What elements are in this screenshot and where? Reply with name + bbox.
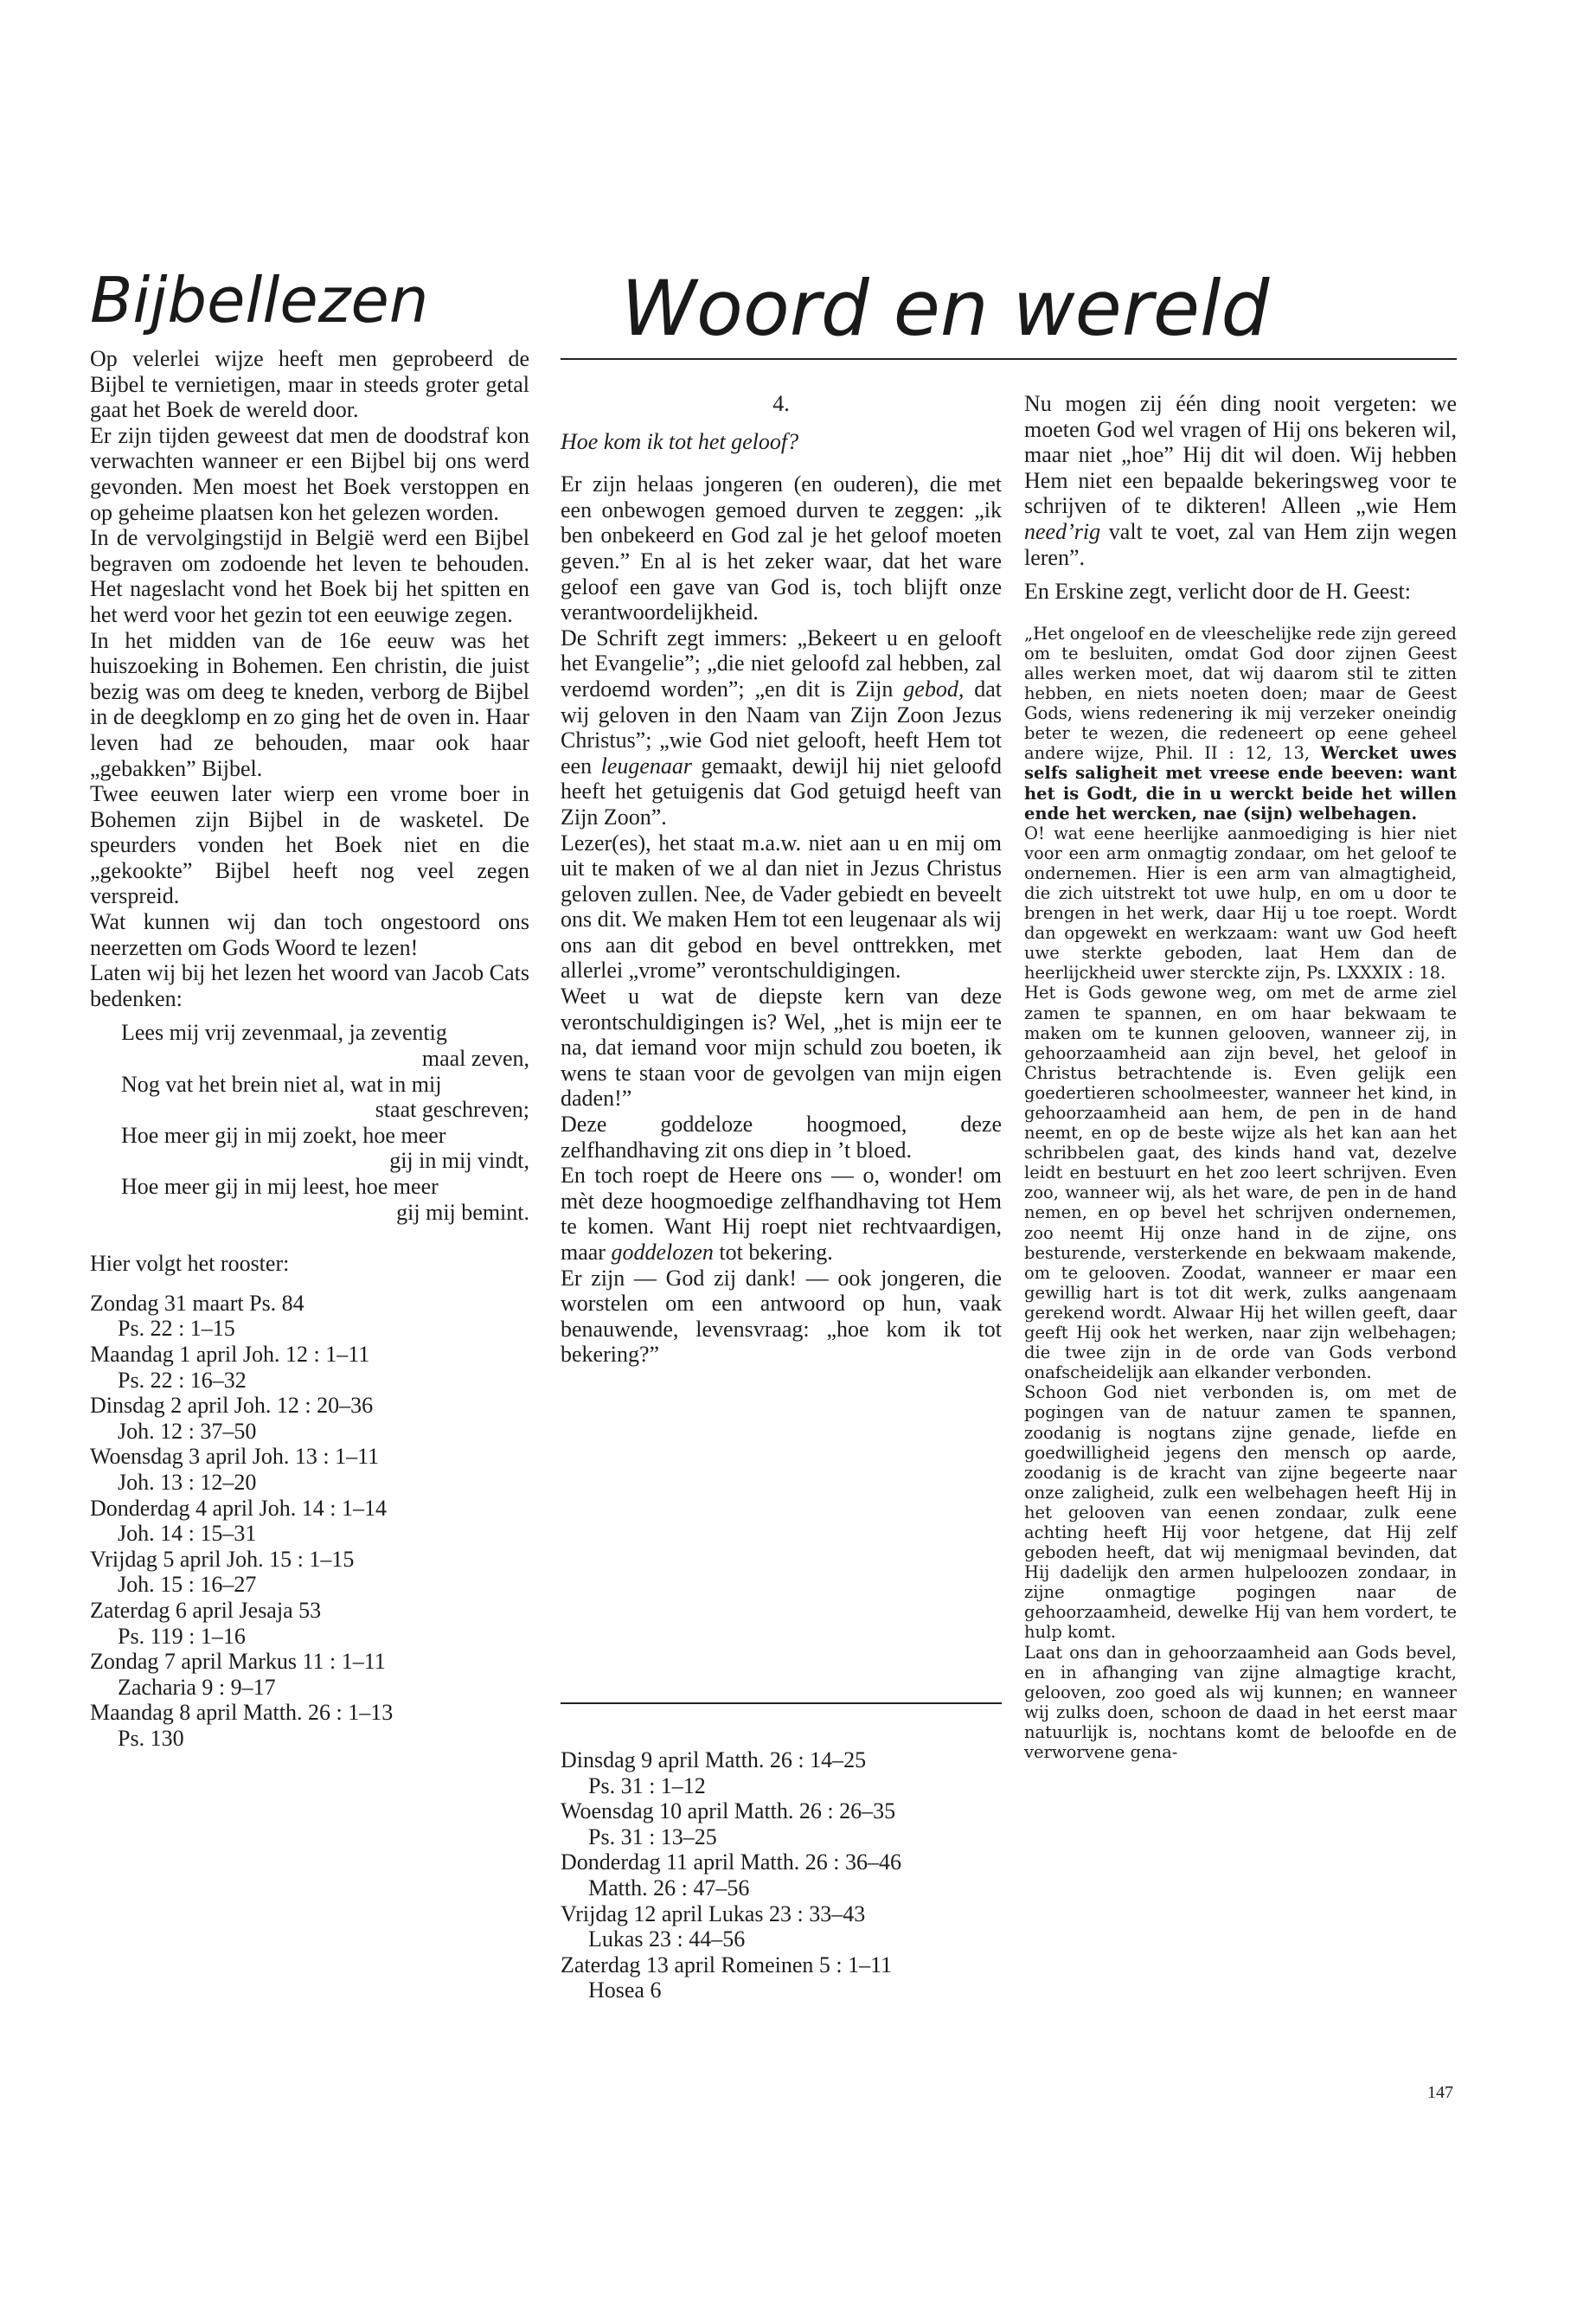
rooster-reading: Matth. 26 : 47–56 [588,1875,750,1900]
quote-paragraph: „Het ongeloof en de vleeschelijke rede zijn gereed om te besluiten, omdat God door zijnen Geest alles werken moet, dat wij daarom stil te zitten hebben, en niets noeten doen; maar de Geest Gods, wiens redenering ik mij verzeker oneindig beter te wezen, die redeneert op eene geheel andere wijze, Phil. II : 12, 13, Wercket uwes selfs saligheit met vreese ende beeven: want het is Godt, die in u werckt beide het willen ende het wercken, nae (sijn) welbehagen. [1024,623,1457,824]
paragraph: Er zijn helaas jongeren (en ouderen), die met een onbewogen gemoed durven te zeggen: „ik ben onbekeerd en God zal je het geloof moeten geven.” En al is het zeker waar, dat het ware geloof een gave van God is, toch blijft onze verantwoordelijkheid. [561,471,1002,625]
rooster-reading: Ps. 130 [118,1725,184,1751]
quote-paragraph: Laat ons dan in gehoorzaamheid aan Gods bevel, en in afhanging van zijne almagtige kracht, gelooven, zoo goed als wij kunnen; en wanneer wij zulks doen, schoon de daad in het eerst maar natuurlijk is, nochtans komt de beloofde en de verworvene gena- [1024,1642,1457,1762]
title-woord-en-wereld: Woord en wereld [621,264,1270,353]
column-bijbellezen [90,346,529,1751]
column-woord-en-wereld-1 [561,391,1002,1368]
title-rule [561,358,1457,360]
paragraph: En Erskine zegt, verlicht door de H. Geest: [1024,579,1411,605]
rooster-reading: Joh. 12 : 37–50 [118,1418,257,1444]
article-number: 4. [772,391,790,416]
quote-paragraph: O! wat eene heerlijke aanmoediging is hier niet voor een arm onmagtig zondaar, om het geloof te ondernemen. Hier is een arm van almagtigheid, die zich uitstrekt tot uwe hulp, en om u door te brengen in het werk, daar Hij u toe roept. Wordt dan opgewekt en werkzaam: want uw God heeft uwe sterkte geboden, laat Hem dan de heerlijckheid uwer sterckte zijn, Ps. LXXXIX : 18. [1024,823,1457,984]
quote-paragraph: Schoon God niet verbonden is, om met de pogingen van de natuur zamen te spannen, zoodanig is nogtans zijne genade, liefde en goedwilligheid jegens den mensch op aarde, zoodanig is de kracht van zijne begeerte naar onze zaligheid, zulk een welbehagen heeft Hij in het gelooven van eenen zondaar, zulk eene achting heeft Hij voor hetgene, dat Hij zelf geboden heeft, dat wij menigmaal bevinden, dat Hij dadelijk den armen hulpeloozen zondaar, in zijne onmagtige pogingen naar de gehoorzaamheid, dewelke Hij van hem vordert, te hulp komt. [1024,1382,1457,1643]
rooster-intro: Hier volgt het rooster: [90,1251,290,1277]
rooster-list-1 [90,1291,529,1752]
rooster-day: Dinsdag 2 april Joh. 12 : 20–36 [90,1393,374,1419]
paragraph: Twee eeuwen later wierp een vrome boer in Bohemen zijn Bijbel in de wasketel. De speurders vonden het Boek niet en die „gekookte” Bijbel heeft nog veel zegen verspreid. [90,781,529,909]
cats-poem [121,1020,529,1225]
rooster-day: Vrijdag 5 april Joh. 15 : 1–15 [90,1546,355,1572]
rooster-day: Zondag 31 maart Ps. 84 [90,1290,304,1316]
rooster-day: Donderdag 11 april Matth. 26 : 36–46 [561,1849,902,1875]
paragraph: Er zijn — God zij dank! — ook jongeren, die worstelen om een antwoord op hun, vaak benauwende, levensvraag: „hoe kom ik tot bekering?” [561,1265,1002,1368]
rooster-reading: Joh. 15 : 16–27 [118,1572,257,1598]
rooster-reading: Ps. 31 : 13–25 [588,1823,717,1849]
poem-verse [121,1020,529,1071]
column-woord-en-wereld-2 [1024,391,1457,1762]
rooster-day: Maandag 1 april Joh. 12 : 1–11 [90,1341,370,1367]
paragraph: Lezer(es), het staat m.a.w. niet aan u en mij om uit te maken of we al dan niet in Jezus Christus geloven zullen. Nee, de Vader gebiedt en beveelt ons dit. We maken Hem tot een leugenaar als wij ons aan dit gebod en bevel onttrekken, met allerlei „vrome” verontschuldigingen. [561,830,1002,984]
rooster-reading: Joh. 13 : 12–20 [118,1469,257,1495]
poem-line-continued: staat geschreven; [375,1097,529,1123]
rooster-day: Woensdag 10 april Matth. 26 : 26–35 [561,1798,896,1824]
paragraph: In het midden van de 16e eeuw was het huiszoeking in Bohemen. Een christin, die juist bezig was om deeg te kneden, verborg de Bijbel in de deegklomp en zo ging het de oven in. Haar leven had ze behouden, maar ook haar „gebakken” Bijbel. [90,627,529,781]
rooster-reading: Joh. 14 : 15–31 [118,1521,257,1547]
section-rule [561,1702,1002,1704]
rooster-reading: Ps. 119 : 1–16 [118,1623,246,1649]
erskine-quote [1024,624,1457,1762]
rooster-reading: Ps. 22 : 16–32 [118,1367,247,1393]
rooster-reading: Hosea 6 [588,1977,662,2003]
rooster-day: Vrijdag 12 april Lukas 23 : 33–43 [561,1900,866,1926]
paragraph: Weet u wat de diepste kern van deze verontschuldigingen is? Wel, „het is mijn eer te na, dat iemand voor mijn schuld zou boeten, ik wens te staan voor de gevolgen van mijn eigen daden!” [561,984,1002,1112]
rooster-reading: Lukas 23 : 44–56 [588,1926,746,1952]
poem-line: Nog vat het brein niet al, wat in mij [121,1071,442,1097]
rooster-list-2 [561,1747,1002,2003]
paragraph: Op velerlei wijze heeft men geprobeerd de Bijbel te vernietigen, maar in steeds groter getal gaat het Boek de wereld door. [90,346,529,423]
paragraph: Nu mogen zij één ding nooit vergeten: we moeten God wel vragen of Hij ons bekeren wil, maar niet „hoe” Hij dit wil doen. Wij hebben Hem niet een bepaalde bekeringsweg voor te schrijven of te dikteren! Alleen „wie Hem need’rig valt te voet, zal van Hem zijn wegen leren”. [1024,391,1457,570]
paragraph: En toch roept de Heere ons — o, wonder! om mèt deze hoogmoedige zelfhandhaving tot Hem te komen. Want Hij roept niet rechtvaardigen, maar goddelozen tot bekering. [561,1163,1002,1265]
poem-line: Hoe meer gij in mij leest, hoe meer [121,1174,439,1199]
poem-line: Lees mij vrij zevenmaal, ja zeventig [121,1020,447,1046]
poem-line-continued: maal zeven, [421,1046,529,1072]
quote-paragraph: Het is Gods gewone weg, om met de arme ziel zamen te spannen, en om haar bekwaam te maken om te kunnen gelooven, wanneer zij, in gehoorzaamheid aan zijn bevel, het geloof in Christus betrachtende is. Even gelijk een goedertieren schoolmeester, wanneer het kind, in gehoorzaamheid aan hem, de pen in de hand neemt, en op de beste wijze als het kan aan het schribbelen gaat, des kinds hand vat, dezelve leidt en bestuurt en het zoo leert schrijven. Even zoo, wanneer wij, als het ware, de pen in de hand nemen, en op bevel het schrijven ondernemen, zoo neemt Hij onze hand in de zijne, ons besturende, versterkende en bekwaam makende, om te gelooven. Zoodat, wanneer er maar een gewillig hart is tot dit werk, zulks aangenaam gerekend wordt. Alwaar Hij het willen geeft, daar geeft Hij ook het werken, naar zijn welbehagen; die twee zijn in de orde van Gods verbond onafscheidelijk aan elkander verbonden. [1024,983,1457,1383]
rooster-day: Maandag 8 april Matth. 26 : 1–13 [90,1700,394,1726]
article-subtitle: Hoe kom ik tot het geloof? [561,428,799,454]
poem-line-continued: gij mij bemint. [396,1199,529,1225]
paragraph: Deze goddeloze hoogmoed, deze zelfhandhaving zit ons diep in ’t bloed. [561,1112,1002,1163]
rooster-day: Zondag 7 april Markus 11 : 1–11 [90,1649,386,1675]
poem-verse [121,1174,529,1225]
poem-line: Hoe meer gij in mij zoekt, hoe meer [121,1122,446,1148]
paragraph: De Schrift zegt immers: „Bekeert u en gelooft het Evangelie”; „die niet geloofd zal hebben, zal verdoemd worden”; „en dit is Zijn gebod, dat wij geloven in den Naam van Zijn Zoon Jezus Christus”; „wie God niet gelooft, heeft Hem tot een leugenaar gemaakt, dewijl hij niet geloofd heeft het getuigenis dat God getuigd heeft van Zijn Zoon”. [561,625,1003,830]
paragraph: Laten wij bij het lezen het woord van Jacob Cats bedenken: [90,960,529,1011]
bijbellezen-text [90,346,529,1011]
rooster-reading: Ps. 31 : 1–12 [588,1772,706,1798]
paragraph: Wat kunnen wij dan toch ongestoord ons neerzetten om Gods Woord te lezen! [90,909,529,960]
poem-line-continued: gij in mij vindt, [389,1148,529,1174]
poem-verse [121,1072,529,1123]
rooster-day: Zaterdag 13 april Romeinen 5 : 1–11 [561,1952,893,1977]
poem-verse [121,1123,529,1174]
rooster-day: Dinsdag 9 april Matth. 26 : 14–25 [561,1747,867,1772]
title-bijbellezen: Bijbellezen [90,264,429,336]
rooster-reading: Zacharia 9 : 9–17 [118,1674,276,1700]
paragraph: In de vervolgingstijd in België werd een Bijbel begraven om zodoende het leven te behouden. Het nageslacht vond het Boek bij het spitten en het werd voor het gezin tot een eeuwige zegen. [90,525,529,627]
paragraph: Er zijn tijden geweest dat men de doodstraf kon verwachten wanneer er een Bijbel bij ons werd gevonden. Men moest het Boek verstoppen en op geheime plaatsen kon het gelezen worden. [90,422,529,525]
rooster-reading: Ps. 22 : 1–15 [118,1316,235,1342]
page-number: 147 [1427,2083,1453,2102]
rooster-day: Donderdag 4 april Joh. 14 : 1–14 [90,1495,388,1521]
rooster-day: Zaterdag 6 april Jesaja 53 [90,1597,322,1623]
rooster-day: Woensdag 3 april Joh. 13 : 1–11 [90,1444,380,1470]
